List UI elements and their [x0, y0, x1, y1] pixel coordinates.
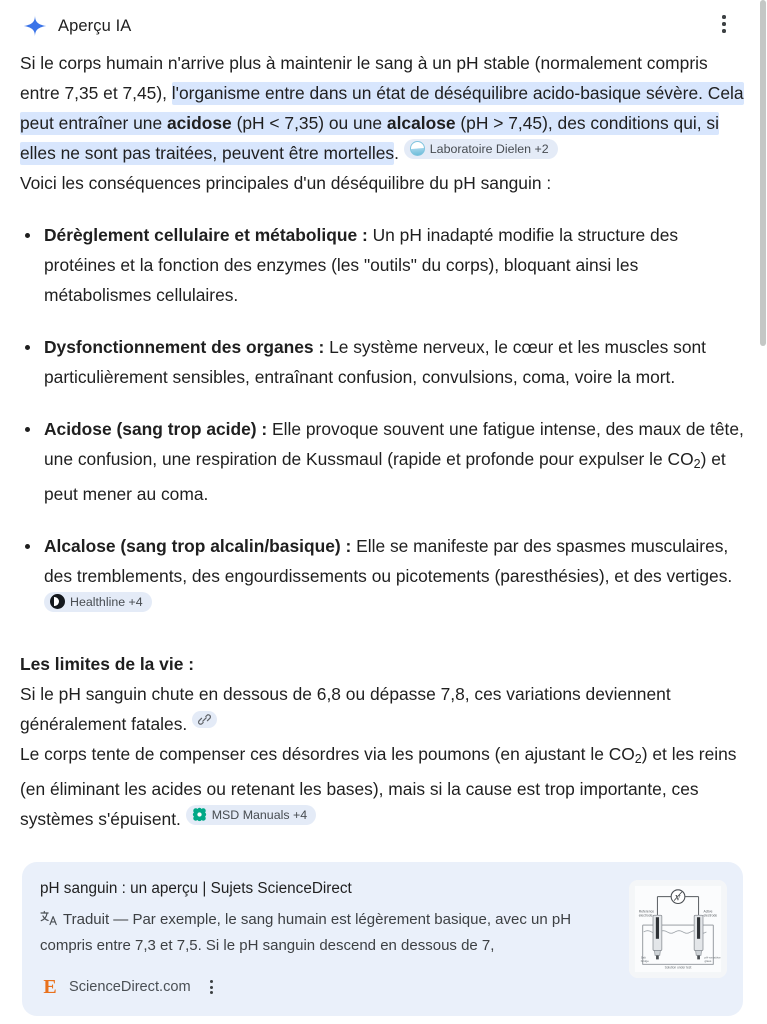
- svg-text:glass: glass: [704, 959, 712, 964]
- svg-text:Active: Active: [703, 909, 713, 914]
- svg-text:Salt: Salt: [640, 955, 646, 960]
- consequences-list: [20, 220, 745, 621]
- bullet-term: Acidose (sang trop acide) :: [44, 419, 268, 439]
- bullet-text: Un pH inadapté modifie la structure des protéines et la fonction des enzymes (les "outils" du corps), bloquant ainsi les métabolismes cellulaires.: [44, 225, 679, 305]
- bullet-text: Le système nerveux, le cœur et les muscles sont particulièrement sensibles, entraînant confusion, convulsions, coma, voire la mort.: [44, 337, 707, 387]
- scrollbar-thumb[interactable]: [760, 0, 766, 346]
- co2-subscript: 2: [693, 457, 701, 472]
- source-chip-label: Healthline +4: [70, 594, 143, 609]
- list-item: [20, 531, 745, 621]
- co2-subscript: 2: [634, 752, 642, 767]
- hl-part-2: (pH < 7,35) ou une: [231, 113, 387, 133]
- link-icon: [197, 712, 212, 727]
- source-card-snippet: Traduit — Par exemple, le sang humain est légèrement basique, avec un pH compris entre 7,3 et 7,5. Si le pH sanguin descend en dessous de 7,: [40, 911, 572, 955]
- page-title: Aperçu IA: [58, 16, 132, 35]
- svg-text:KCl: KCl: [696, 939, 701, 943]
- elsevier-e-logo: E: [43, 976, 57, 999]
- list-item: [20, 220, 745, 310]
- limits-text: Si le pH sanguin chute en dessous de 6,8 ou dépasse 7,8, ces variations deviennent généralement fatales.: [20, 684, 671, 735]
- source-card-footer: [40, 972, 615, 1002]
- lead-text-tail: .: [394, 143, 404, 163]
- compensate-text-tail: ) et les reins (en éliminant les acides ou retenant les bases), mais si la cause est trop importante, ces systèmes s'épuisent.: [20, 744, 737, 830]
- ai-sparkle-icon: [22, 13, 48, 39]
- source-chip-label: MSD Manuals +4: [211, 807, 308, 822]
- source-chip-label: Laboratoire Dielen +2: [429, 141, 549, 156]
- bullet-text-tail: ) et peut mener au coma.: [44, 449, 726, 505]
- more-options-icon[interactable]: [711, 11, 737, 37]
- source-chip-msd-manuals[interactable]: [186, 805, 316, 825]
- hl-part-3: (pH > 7,45), des conditions qui, si elles ne sont pas traitées, peuvent être mortelles: [20, 113, 719, 163]
- svg-text:electrode: electrode: [638, 913, 653, 918]
- msd-manuals-favicon: [192, 807, 207, 822]
- source-card-title: pH sanguin : un aperçu | Sujets ScienceDirect: [40, 880, 352, 898]
- intro-paragraph: Voici les conséquences principales d'un déséquilibre du pH sanguin :: [20, 173, 552, 193]
- limits-heading: Les limites de la vie :: [20, 654, 194, 675]
- hl-part-1: l'organisme entre dans un état de déséquilibre acido-basique sévère. Cela peut entraîner une: [20, 83, 744, 133]
- source-card-sciencedirect[interactable]: [22, 862, 743, 1016]
- compensate-text: Le corps tente de compenser ces désordres via les poumons (en ajustant le CO: [20, 744, 635, 765]
- translate-icon: [40, 909, 59, 925]
- svg-text:KCl: KCl: [655, 939, 660, 943]
- term-acidose: acidose: [166, 113, 232, 133]
- source-card-main: [40, 878, 615, 1002]
- list-item: [20, 414, 745, 509]
- svg-text:Solution under test: Solution under test: [664, 965, 692, 970]
- bullet-term: Dérèglement cellulaire et métabolique :: [44, 225, 368, 245]
- ai-overview-header: [18, 0, 747, 48]
- ph-electrode-diagram-thumbnail: [629, 880, 727, 978]
- svg-text:bridge: bridge: [640, 959, 649, 964]
- bullet-term: Alcalose (sang trop alcalin/basique) :: [44, 536, 352, 557]
- source-card-domain: ScienceDirect.com: [69, 979, 191, 996]
- source-chip-healthline[interactable]: [44, 592, 152, 612]
- svg-text:pH-sensitive: pH-sensitive: [704, 955, 721, 960]
- ai-overview-body: [18, 48, 747, 1016]
- bullet-text: Elle se manifeste par des spasmes musculaires, des tremblements, des engourdissements ou picotements (paresthésies), et des vertiges.: [44, 536, 733, 587]
- list-item: [20, 332, 745, 392]
- source-card-snippet-row: [40, 907, 615, 959]
- svg-text:V: V: [675, 893, 681, 903]
- lead-text-plain: Si le corps humain n'arrive plus à maintenir le sang à un pH stable (normalement compris entre 7,35 et 7,45),: [20, 53, 708, 103]
- svg-text:electrode: electrode: [703, 913, 718, 918]
- lead-paragraph: [20, 48, 745, 168]
- source-chip-link[interactable]: [192, 711, 217, 728]
- compensate-paragraph: [20, 739, 745, 834]
- term-alcalose: alcalose: [386, 113, 456, 133]
- limits-paragraph: [20, 679, 745, 739]
- source-chip-laboratoire-dielen[interactable]: [404, 139, 558, 159]
- healthline-favicon: [50, 594, 65, 609]
- bullet-term: Dysfonctionnement des organes :: [44, 337, 325, 357]
- svg-text:Reference: Reference: [638, 909, 655, 914]
- laboratoire-dielen-favicon: [410, 141, 425, 156]
- vertical-scrollbar[interactable]: [759, 0, 767, 1024]
- bullet-text: Elle provoque souvent une fatigue intense, des maux de tête, une confusion, une respiration de Kussmaul (rapide et profonde pour expulser le CO: [44, 419, 744, 469]
- more-options-icon[interactable]: [203, 977, 221, 997]
